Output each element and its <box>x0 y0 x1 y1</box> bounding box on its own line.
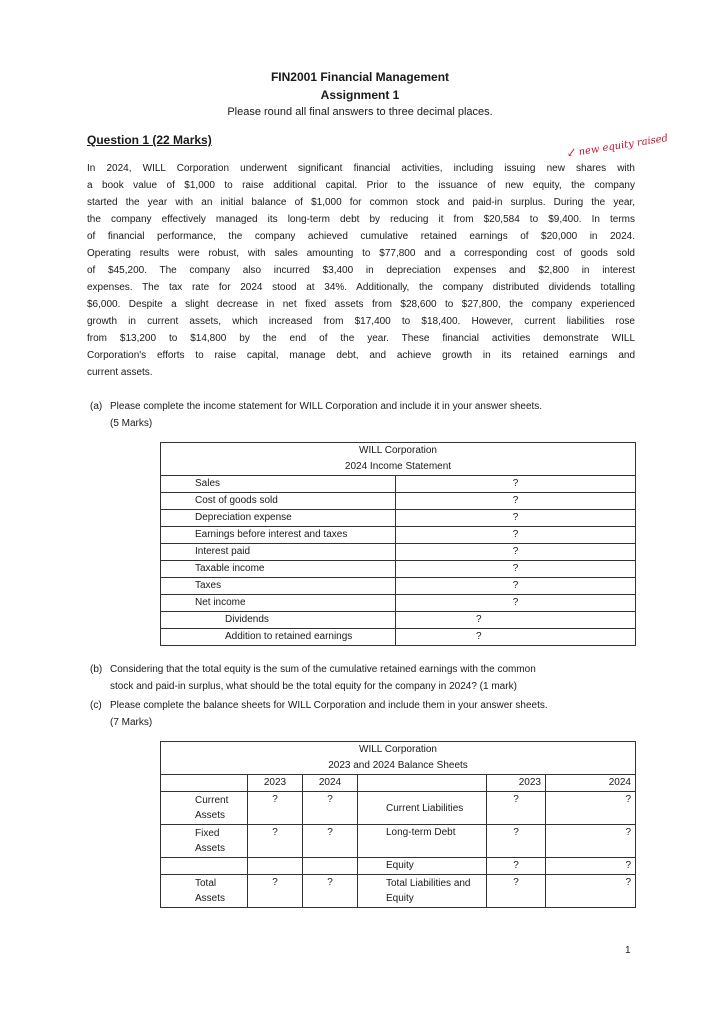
handwritten-annotation <box>566 130 669 160</box>
paragraph-line: started the year with an initial balance of $1,000 for common stock and paid-in surplus. During the year, <box>87 197 635 208</box>
page-number: 1 <box>625 945 631 956</box>
cell-value: ? <box>248 825 303 858</box>
row-label: Equity <box>358 858 487 875</box>
table-row <box>161 527 636 544</box>
column-header: 2024 <box>546 775 636 792</box>
row-label: Cost of goods sold <box>191 493 396 510</box>
row-label: Long-term Debt <box>358 825 487 858</box>
row-label: Dividends <box>191 612 396 629</box>
cell-value: ? <box>546 792 636 825</box>
row-label: Current Assets <box>191 792 248 825</box>
paragraph-line: of $45,200. The company also incurred $3,400 in depreciation expenses and $2,800 in interest <box>87 265 635 276</box>
row-value: ? <box>396 629 636 646</box>
cell-value: ? <box>546 858 636 875</box>
table-row <box>161 561 636 578</box>
part-c-label: (c) <box>90 700 102 711</box>
income-statement-table <box>160 442 636 646</box>
course-title: FIN2001 Financial Management <box>270 70 450 84</box>
table-row <box>161 792 636 825</box>
part-c-marks: (7 Marks) <box>110 717 153 728</box>
table-row <box>161 493 636 510</box>
table-row <box>161 510 636 527</box>
cell-value: ? <box>248 792 303 825</box>
paragraph-line: Corporation's efforts to raise capital, manage debt, and achieve growth in its retained earnings and <box>87 350 635 361</box>
cell-value: ? <box>546 875 636 908</box>
table-row <box>161 825 636 858</box>
arrow-icon: ↙ <box>565 144 578 160</box>
cell-value: ? <box>487 825 546 858</box>
row-label: Total Liabilities and Equity <box>358 875 487 908</box>
paragraph-line: the company effectively managed its long-term debt by reducing it from $20,584 to $9,400. In terms <box>87 214 635 225</box>
balance-sheet-title: 2023 and 2024 Balance Sheets <box>161 758 636 775</box>
row-value: ? <box>396 612 636 629</box>
cell-value: ? <box>487 792 546 825</box>
paragraph-line: expenses. The tax rate for 2024 stood at 34%. Additionally, the company distributed dividends totalling <box>87 282 635 293</box>
row-label: Taxable income <box>191 561 396 578</box>
paragraph-line: current assets. <box>87 367 153 378</box>
paragraph-line: a book value of $1,000 to raise additional capital. Prior to the issuance of new equity, the company <box>87 180 635 191</box>
paragraph-line: $6,000. Despite a slight decrease in net fixed assets from $28,600 to $27,800, the company experienced <box>87 299 635 310</box>
row-value: ? <box>396 544 636 561</box>
part-c-text: Please complete the balance sheets for WILL Corporation and include them in your answer sheets. <box>110 700 548 711</box>
paragraph-line: of financial performance, the company achieved cumulative retained earnings of $20,000 in 2024. <box>87 231 635 242</box>
cell-value: ? <box>546 825 636 858</box>
assignment-title: Assignment 1 <box>320 88 400 102</box>
row-label: Interest paid <box>191 544 396 561</box>
row-value: ? <box>396 561 636 578</box>
table-row <box>161 612 636 629</box>
part-a-marks: (5 Marks) <box>110 418 153 429</box>
balance-sheet-company: WILL Corporation <box>161 742 636 759</box>
table-row <box>161 578 636 595</box>
row-label: Net income <box>191 595 396 612</box>
column-header: 2024 <box>303 775 358 792</box>
cell-value: ? <box>303 825 358 858</box>
row-value: ? <box>396 578 636 595</box>
row-label: Taxes <box>191 578 396 595</box>
part-a-label: (a) <box>90 401 103 412</box>
cell-value <box>303 858 358 875</box>
annotation-text: new equity raised <box>577 133 669 159</box>
paragraph-line: Operating results were robust, with sales amounting to $77,800 and a corresponding cost of goods sold <box>87 248 635 259</box>
row-label: Depreciation expense <box>191 510 396 527</box>
paragraph-line: from $13,200 to $14,800 by the end of the year. These financial activities demonstrate WILL <box>87 333 635 344</box>
question-title: Question 1 (22 Marks) <box>87 133 212 147</box>
paragraph-line: growth in current assets, which increased from $17,400 to $18,400. However, current liabilities rose <box>87 316 635 327</box>
cell-value: ? <box>487 875 546 908</box>
row-value: ? <box>396 595 636 612</box>
cell-value: ? <box>487 858 546 875</box>
table-row <box>161 629 636 646</box>
row-label: Sales <box>191 476 396 493</box>
table-row <box>161 476 636 493</box>
cell-value: ? <box>303 875 358 908</box>
income-statement-title: 2024 Income Statement <box>161 459 636 476</box>
table-row <box>161 875 636 908</box>
table-row <box>161 595 636 612</box>
balance-sheet-table <box>160 741 636 908</box>
row-label: Earnings before interest and taxes <box>191 527 396 544</box>
row-label: Current Liabilities <box>358 792 487 825</box>
row-label: Addition to retained earnings <box>191 629 396 646</box>
column-header: 2023 <box>248 775 303 792</box>
cell-value: ? <box>248 875 303 908</box>
table-header-row <box>161 775 636 792</box>
column-header: 2023 <box>487 775 546 792</box>
part-b-label: (b) <box>90 664 103 675</box>
row-value: ? <box>396 476 636 493</box>
part-b-text: Considering that the total equity is the sum of the cumulative retained earnings with the common <box>110 664 536 675</box>
part-a-text: Please complete the income statement for WILL Corporation and include it in your answer sheets. <box>110 401 543 412</box>
question-paragraph <box>87 160 635 381</box>
row-value: ? <box>396 493 636 510</box>
rounding-instruction: Please round all final answers to three decimal places. <box>227 106 493 118</box>
income-statement-company: WILL Corporation <box>161 443 636 460</box>
cell-value <box>248 858 303 875</box>
cell-value: ? <box>303 792 358 825</box>
row-value: ? <box>396 527 636 544</box>
row-label: Fixed Assets <box>191 825 248 858</box>
part-b-text-2: stock and paid-in surplus, what should be the total equity for the company in 2024? (1 mark) <box>110 681 517 692</box>
table-row <box>161 858 636 875</box>
table-row <box>161 544 636 561</box>
row-label: Total Assets <box>191 875 248 908</box>
row-value: ? <box>396 510 636 527</box>
row-label <box>191 858 248 875</box>
paragraph-line: In 2024, WILL Corporation underwent significant financial activities, including issuing new shares with <box>87 163 635 174</box>
